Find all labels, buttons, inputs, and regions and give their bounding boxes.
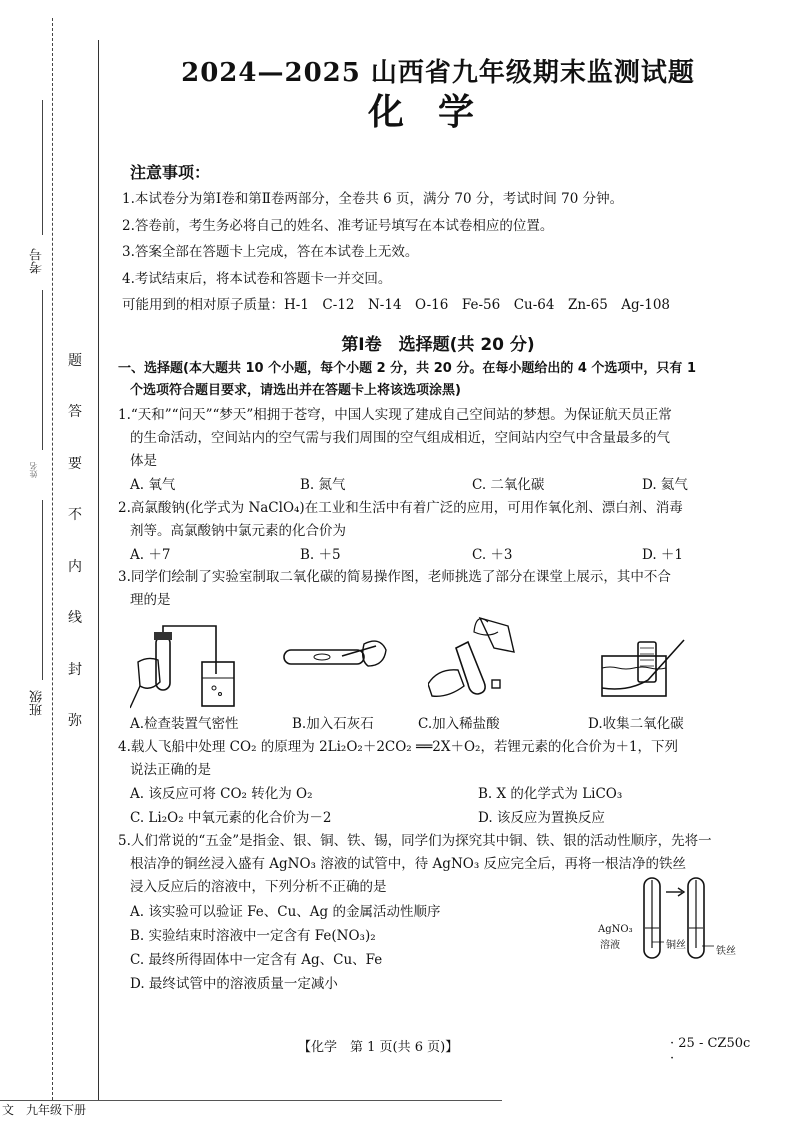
q4-line: 说法正确的是 xyxy=(130,762,211,778)
seal-char: 线 xyxy=(68,610,82,627)
exam-title: 2024—2025 山西省九年级期末监测试题 xyxy=(181,58,695,88)
option-a: A. 氧气 xyxy=(130,477,176,493)
xingming-fill-line xyxy=(42,290,44,450)
kaohao-label: 考号 xyxy=(30,248,45,274)
notice-item: 4.考试结束后，将本试卷和答题卡一并交回。 xyxy=(122,270,392,287)
seal-char: 不 xyxy=(68,507,82,524)
margin-border-line xyxy=(98,40,99,1100)
q1-options xyxy=(130,473,758,493)
copper-wire-label: 铜丝 xyxy=(666,940,686,951)
add-limestone-figure xyxy=(280,636,390,692)
seal-char: 要 xyxy=(68,455,82,472)
binding-margin xyxy=(0,0,100,1100)
q4-option-b: B. X 的化学式为 LiCO₃ xyxy=(478,786,623,802)
solution-label: 溶液 xyxy=(600,940,620,951)
option-c: C. 二氧化碳 xyxy=(472,477,545,493)
q3-line: 理的是 xyxy=(130,592,171,608)
option-b: B. ＋5 xyxy=(300,547,341,563)
seal-char: 封 xyxy=(68,661,82,678)
q5-line: 根洁净的铜丝浸入盛有 AgNO₃ 溶液的试管中，待 AgNO₃ 反应完全后，再将一根洁净的铁丝 xyxy=(130,856,687,872)
q4-line: 4.载人飞船中处理 CO₂ 的原理为 2Li₂O₂＋2CO₂ ══2X＋O₂，若锂元素的化合价为＋1，下列 xyxy=(118,739,679,755)
q1-line: 1.“天和”“问天”“梦天”相拥于苍穹，中国人实现了建成自己空间站的梦想。为保证航天员正常 xyxy=(118,407,672,423)
q2-options xyxy=(130,543,758,563)
iron-wire-label: 铁丝 xyxy=(716,946,736,957)
q2-line: 2.高氯酸钠(化学式为 NaClO₄)在工业和生活中有着广泛的应用，可用作氧化剂、漂白剂、消毒 xyxy=(118,500,683,516)
q5-line: 5.人们常说的“五金”是指金、银、铜、铁、锡，同学们为探究其中铜、铁、银的活动性顺序，先将一 xyxy=(118,833,712,849)
seal-char: 弥 xyxy=(68,712,82,729)
instruction-line: 一、选择题(本大题共 10 个小题，每个小题 2 分，共 20 分。在每小题给出的 4 个选项中，只有 1 xyxy=(118,361,696,376)
q5-option-d: D. 最终试管中的溶液质量一定减小 xyxy=(130,976,338,992)
q4-option-d: D. 该反应为置换反应 xyxy=(478,810,605,826)
bottom-strip: 文 九年级下册 xyxy=(0,1100,502,1124)
q3-option-d: D.收集二氧化碳 xyxy=(588,716,684,732)
page-number: 【化学 第 1 页(共 6 页)】 xyxy=(298,1040,459,1055)
collect-co2-figure xyxy=(598,636,688,700)
notice-item: 2.答卷前，考生务必将自己的姓名、准考证号填写在本试卷相应的位置。 xyxy=(122,217,554,234)
seal-warning xyxy=(64,350,86,730)
q3-line: 3.同学们绘制了实验室制取二氧化碳的简易操作图，老师挑选了部分在课堂上展示，其中不合 xyxy=(118,569,671,585)
option-c: C. ＋3 xyxy=(472,547,513,563)
q1-line: 体是 xyxy=(130,453,157,469)
q5-option-b: B. 实验结束时溶液中一定含有 Fe(NO₃)₂ xyxy=(130,928,376,944)
q3-option-c: C.加入稀盐酸 xyxy=(418,716,500,732)
test-tube-figure xyxy=(618,874,718,966)
kaohao-fill-line xyxy=(42,100,44,235)
q5-option-a: A. 该实验可以验证 Fe、Cu、Ag 的金属活动性顺序 xyxy=(130,904,441,920)
option-d: D. 氦气 xyxy=(642,477,688,493)
seal-char: 答 xyxy=(68,404,82,421)
q1-line: 的生命活动，空间站内的空气需与我们周围的空气组成相近，空间站内空气中含量最多的气 xyxy=(130,430,670,446)
add-acid-figure xyxy=(428,612,528,708)
notice-item: 3.答案全部在答题卡上完成，答在本试卷上无效。 xyxy=(122,244,419,260)
atomic-mass-line: 可能用到的相对原子质量：H-1 C-12 N-14 O-16 Fe-56 Cu-64 Zn-65 Ag-108 xyxy=(122,297,671,313)
instruction-line: 个选项符合题目要求，请选出并在答题卡上将该选项涂黑) xyxy=(130,383,461,398)
q2-line: 剂等。高氯酸钠中氯元素的化合价为 xyxy=(130,523,346,539)
q3-option-a: A.检查装置气密性 xyxy=(130,716,239,732)
paper-code: · 25 - CZ50c · xyxy=(670,1036,751,1066)
xingming-label: 姓名 xyxy=(29,462,38,478)
option-d: D. ＋1 xyxy=(642,547,684,563)
section-title: 第Ⅰ卷 选择题(共 20 分) xyxy=(341,335,535,355)
subject-title: 化学 xyxy=(367,91,508,133)
notice-item: 1.本试卷分为第Ⅰ卷和第Ⅱ卷两部分，全卷共 6 页，满分 70 分，考试时间 70 分钟。 xyxy=(122,191,624,207)
agno3-label: AgNO₃ xyxy=(598,924,633,935)
notice-list xyxy=(122,186,670,319)
q5-option-c: C. 最终所得固体中一定含有 Ag、Cu、Fe xyxy=(130,952,383,968)
q3-option-b: B.加入石灰石 xyxy=(292,716,374,732)
q4-option-a: A. 该反应可将 CO₂ 转化为 O₂ xyxy=(130,786,313,802)
banji-label: 班级 xyxy=(30,690,45,716)
airtight-check-figure xyxy=(130,622,240,710)
q5-line: 浸入反应后的溶液中，下列分析不正确的是 xyxy=(130,879,387,895)
banji-fill-line xyxy=(42,500,44,680)
option-a: A. ＋7 xyxy=(130,547,171,563)
q4-option-c: C. Li₂O₂ 中氧元素的化合价为－2 xyxy=(130,810,332,826)
dashed-cut-line xyxy=(52,18,53,1100)
option-b: B. 氮气 xyxy=(300,477,346,493)
seal-char: 题 xyxy=(68,353,82,369)
notice-heading: 注意事项： xyxy=(130,163,211,182)
seal-char: 内 xyxy=(68,558,82,575)
